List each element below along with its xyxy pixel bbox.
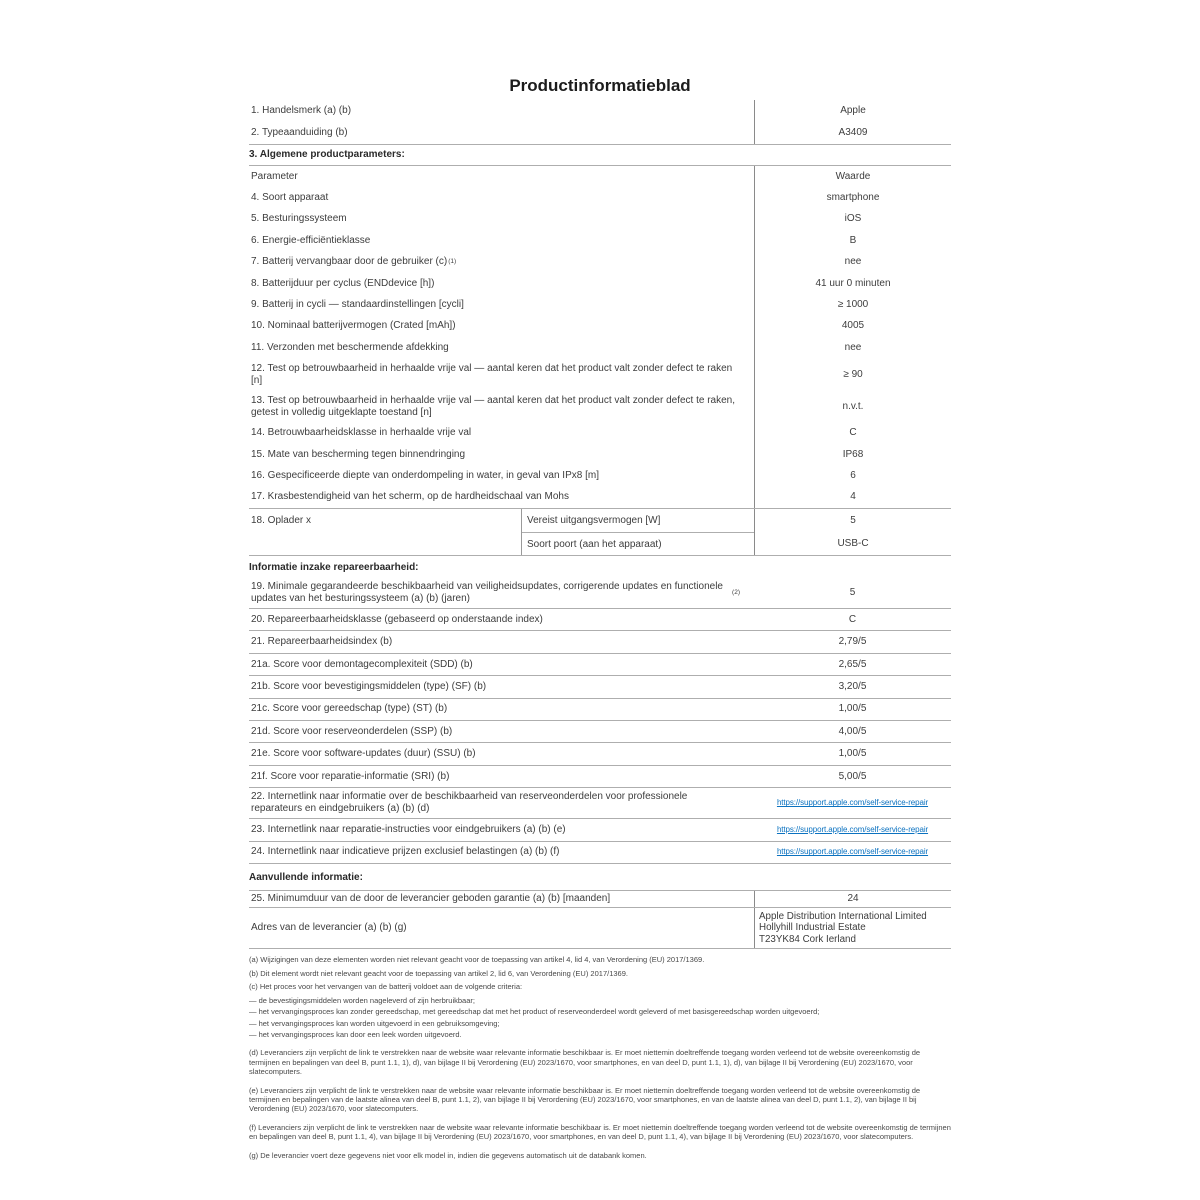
row-value: [754, 788, 951, 818]
row-value: A3409: [754, 122, 951, 144]
footnote-c-item: — het vervangingsproces kan zonder gereedschap, met gereedschap dat met het product of reserveonderdeel wordt geleverd of met basisgereedschap worden uitgevoerd;: [249, 1007, 820, 1017]
table-row: [249, 631, 951, 653]
row-label: 23. Internetlink naar reparatie-instructies voor eindgebruikers (a) (b) (e): [251, 823, 566, 835]
charger-sub-label: Soort poort (aan het apparaat): [522, 532, 754, 555]
table-row: [249, 788, 951, 819]
row-value: Waarde: [754, 166, 951, 187]
charger-sub-value: USB-C: [837, 538, 869, 550]
support-link[interactable]: https://support.apple.com/self-service-repair: [776, 824, 929, 834]
charger-sub-value: 5: [850, 515, 856, 527]
support-link[interactable]: https://support.apple.com/self-service-repair: [776, 798, 929, 808]
section-header-general: 3. Algemene productparameters:: [249, 144, 951, 166]
row-label: 17. Krasbestendigheid van het scherm, op de hardheidschaal van Mohs: [251, 491, 569, 503]
row-label: 9. Batterij in cycli — standaardinstellingen [cycli]: [251, 299, 464, 311]
address-line: Apple Distribution International Limited: [759, 910, 927, 922]
row-label: 21f. Score voor reparatie-informatie (SRI) (b): [251, 770, 450, 782]
supplier-address: [754, 908, 951, 949]
table-row: [249, 891, 951, 908]
table-row: [249, 359, 951, 391]
row-label: 24. Internetlink naar indicatieve prijzen exclusief belastingen (a) (b) (f): [251, 846, 560, 858]
footnote-f: (f) Leveranciers zijn verplicht de link te verstrekken naar de website waar relevante informatie beschikbaar is. Er moet niettemin doeltreffende toegang worden verleend tot de website overeenkomstig de termijnen en bepalingen van deel B, punt 1.1, 4), van bijlage II bij Verordening (EU) 2023/1670, voor smartphones, en van deel D, punt 1.1, 4), van bijlage II bij Verordening (EU) 2023/1670, voor slatecomputers.: [249, 1122, 951, 1142]
table-row: [249, 166, 951, 187]
row-value: 2,65/5: [838, 658, 867, 670]
table-row: [249, 676, 951, 698]
footnote-c-item: — het vervangingsproces kan worden uitgevoerd in een gebruiksomgeving;: [249, 1018, 500, 1028]
row-value: 6: [754, 465, 951, 486]
row-label: 7. Batterij vervangbaar door de gebruiker (c) (1): [251, 256, 457, 268]
row-value: [754, 819, 951, 840]
row-label: 21c. Score voor gereedschap (type) (ST) (b): [251, 703, 448, 715]
row-value: 4005: [754, 316, 951, 337]
footnote-c-item: — de bevestigingsmiddelen worden nageleverd of zijn herbruikbaar;: [249, 995, 475, 1005]
additional-info-table: [249, 891, 951, 950]
row-value: ≥ 90: [754, 359, 951, 391]
table-row: [249, 230, 951, 251]
footnote-c: (c) Het proces voor het vervangen van de batterij voldoet aan de volgende criteria:: [249, 982, 523, 992]
table-row: [249, 465, 951, 486]
row-label: 5. Besturingssysteem: [251, 213, 347, 225]
row-label: 8. Batterijduur per cyclus (ENDdevice [h]): [251, 277, 435, 289]
charger-row: [249, 508, 951, 556]
row-label: 1. Handelsmerk (a) (b): [251, 105, 352, 116]
row-value: 3,20/5: [838, 680, 867, 692]
row-label: Parameter: [251, 170, 298, 182]
row-value: 5: [849, 587, 856, 599]
row-value: 2,79/5: [838, 636, 867, 648]
row-value: nee: [754, 337, 951, 358]
table-row: [249, 766, 951, 788]
row-value: C: [754, 423, 951, 444]
footnote-e: (e) Leveranciers zijn verplicht de link te verstrekken naar de website waar relevante informatie beschikbaar is. Er moet niettemin doeltreffende toegang worden verleend tot de website overeenkomstig de termijnen en bepalingen van de laatste alinea van deel B, punt 1.1, 2), van bijlage II bij Verordening (EU) 2023/1670, voor smartphones, en van de laatste alinea van deel D, punt 1.1, 2), van bijlage II bij Verordening (EU) 2023/1670, voor slatecomputers.: [249, 1085, 921, 1114]
row-value: ≥ 1000: [754, 294, 951, 315]
row-label: 11. Verzonden met beschermende afdekking: [251, 341, 449, 353]
charger-sub-label: Vereist uitgangsvermogen [W]: [527, 515, 661, 527]
table-row: [249, 423, 951, 444]
footnote-a: (a) Wijzigingen van deze elementen worden niet relevant geacht voor de toepassing van artikel 4, lid 4, van Verordening (EU) 2017/1369.: [249, 955, 705, 965]
row-label: 21a. Score voor demontagecomplexiteit (SDD) (b): [251, 658, 473, 670]
general-parameters-table: [249, 166, 951, 508]
row-label: 21b. Score voor bevestigingsmiddelen (type) (SF) (b): [251, 680, 487, 692]
table-row: [249, 609, 951, 631]
row-value: [754, 842, 951, 863]
row-value: n.v.t.: [754, 391, 951, 423]
row-label: 16. Gespecificeerde diepte van onderdompeling in water, in geval van IPx8 [m]: [251, 469, 599, 481]
row-label: 25. Minimumduur van de door de leverancier geboden garantie (a) (b) [maanden]: [251, 892, 611, 904]
table-row: [249, 337, 951, 358]
table-row: [249, 122, 951, 144]
section-header-additional: Aanvullende informatie:: [249, 864, 951, 891]
row-label: 21. Repareerbaarheidsindex (b): [251, 636, 393, 648]
footnote-b: (b) Dit element wordt niet relevant geacht voor de toepassing van artikel 2, lid 6, van Verordening (EU) 2017/1369.: [249, 968, 628, 978]
row-label: 10. Nominaal batterijvermogen (Crated [mAh]): [251, 320, 456, 332]
table-row: [249, 444, 951, 465]
table-row: [249, 819, 951, 841]
row-label: 6. Energie-efficiëntieklasse: [251, 234, 371, 246]
row-label: 4. Soort apparaat: [251, 192, 329, 204]
row-label: 13. Test op betrouwbaarheid in herhaalde vrije val — aantal keren dat het product valt zonder defect te raken, getest in volledig uitgeklapte toestand [n]: [251, 394, 736, 418]
row-value: 4: [754, 487, 951, 508]
table-row: [249, 100, 951, 122]
table-row: [249, 294, 951, 315]
row-value: 41 uur 0 minuten: [754, 273, 951, 294]
row-value: nee: [754, 252, 951, 273]
row-label: 12. Test op betrouwbaarheid in herhaalde vrije val — aantal keren dat het product valt zonder defect te raken [n]: [251, 362, 733, 386]
charger-sub-labels: [521, 509, 754, 555]
address-line: T23YK84 Cork Ierland: [759, 933, 856, 945]
row-value: iOS: [754, 209, 951, 230]
table-row: [249, 699, 951, 721]
table-row: [249, 252, 951, 273]
row-value: B: [754, 230, 951, 251]
row-label: 15. Mate van bescherming tegen binnendringing: [251, 448, 466, 460]
row-value: 4,00/5: [838, 725, 867, 737]
support-link[interactable]: https://support.apple.com/self-service-repair: [776, 847, 929, 857]
row-label: 21e. Score voor software-updates (duur) (SSU) (b): [251, 748, 476, 760]
table-row: [249, 391, 951, 423]
table-row: [249, 187, 951, 208]
table-row: [249, 273, 951, 294]
repairability-table: [249, 578, 951, 864]
footnote-d: (d) Leveranciers zijn verplicht de link te verstrekken naar de website waar relevante informatie beschikbaar is. Er moet niettemin doeltreffende toegang worden verleend tot de website overeenkomstig de termijnen en bepalingen van deel B, punt 1.1, 1), d), van bijlage II bij Verordening (EU) 2023/1670, voor smartphones, en van deel D, punt 1.1, 1), d), van bijlage II bij Verordening (EU) 2023/1670, voor slatecomputers.: [249, 1048, 921, 1077]
table-row: [249, 487, 951, 508]
row-label: 20. Repareerbaarheidsklasse (gebaseerd op onderstaande index): [251, 613, 543, 625]
row-label: 14. Betrouwbaarheidsklasse in herhaalde vrije val: [251, 427, 472, 439]
product-information-sheet: [249, 76, 951, 1160]
footnotes: [249, 955, 951, 1160]
table-row: [249, 316, 951, 337]
row-value: IP68: [754, 444, 951, 465]
footnote-c-item: — het vervangingsproces kan door een leek worden uitgevoerd.: [249, 1029, 462, 1039]
row-label: 21d. Score voor reserveonderdelen (SSP) (b): [251, 725, 453, 737]
identification-table: [249, 100, 951, 144]
charger-sub-values: [754, 509, 951, 555]
table-row: [249, 209, 951, 230]
row-value: smartphone: [754, 187, 951, 208]
page-title: Productinformatieblad: [509, 76, 691, 95]
row-label: 22. Internetlink naar informatie over de beschikbaarheid van reserveonderdelen voor professionele reparateurs en eindgebruikers (a) (b) (d): [251, 791, 688, 815]
table-row: [249, 842, 951, 864]
table-row: [249, 743, 951, 765]
section-header-repair: Informatie inzake repareerbaarheid:: [249, 562, 419, 574]
row-value: Apple: [754, 100, 951, 122]
row-value: 5,00/5: [838, 770, 867, 782]
row-value: 1,00/5: [838, 748, 867, 760]
row-value: 24: [754, 891, 951, 907]
table-row: [249, 654, 951, 676]
row-label: Adres van de leverancier (a) (b) (g): [251, 922, 407, 934]
table-row: [249, 721, 951, 743]
row-value: 1,00/5: [838, 703, 867, 715]
row-label: 2. Typeaanduiding (b): [251, 127, 348, 138]
address-line: Hollyhill Industrial Estate: [759, 922, 866, 934]
footnote-g: (g) De leverancier voert deze gegevens niet voor elk model in, indien die gegevens automatisch uit de databank komen.: [249, 1150, 647, 1160]
row-label: 19. Minimale gegarandeerde beschikbaarheid van veiligheidsupdates, corrigerende updates en functionele updates van het besturingssysteem (a) (b) (jaren) (2): [251, 581, 740, 605]
table-row: [249, 578, 951, 609]
row-value: C: [848, 613, 857, 625]
row-label: 18. Oplader x: [251, 515, 312, 527]
supplier-address-row: [249, 908, 951, 950]
